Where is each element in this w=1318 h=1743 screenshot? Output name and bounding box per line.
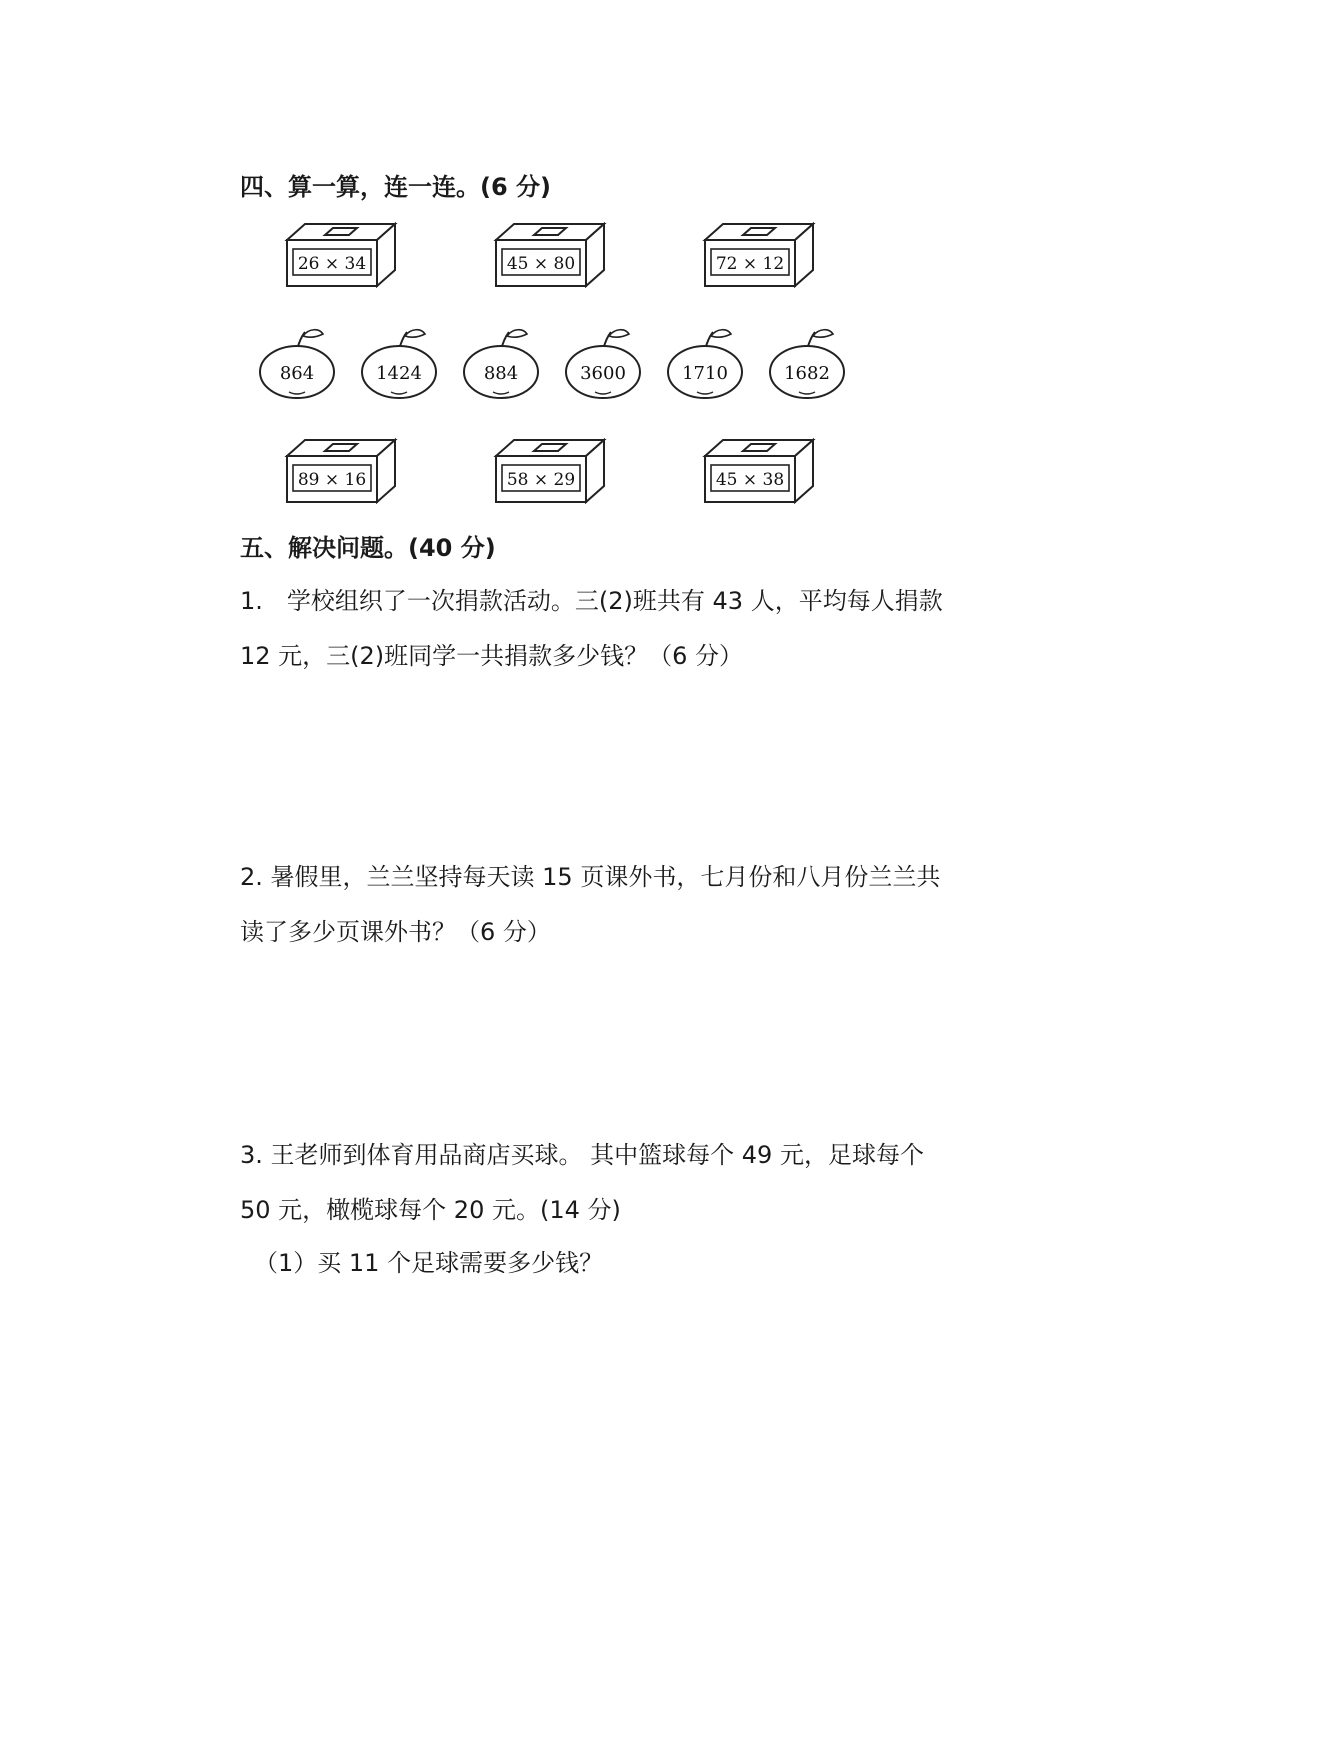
apple-1	[260, 330, 334, 398]
question-3-sub-1: （1）买 11 个足球需要多少钱？	[254, 1249, 604, 1277]
question-3-line-1: 3. 王老师到体育用品商店买球。 其中篮球每个 49 元，足球每个	[240, 1141, 924, 1169]
box-expression: 26 × 34	[297, 254, 367, 274]
apple-6	[770, 330, 844, 398]
box-top-3	[705, 224, 813, 286]
apple-4	[566, 330, 640, 398]
question-1-line-1: 1. 学校组织了一次捐款活动。三(2)班共有 43 人，平均每人捐款	[240, 587, 943, 615]
box-expression: 72 × 12	[715, 254, 785, 274]
box-expression: 89 × 16	[297, 470, 367, 490]
box-top-2	[496, 224, 604, 286]
apple-value: 884	[483, 363, 519, 384]
question-2-line-1: 2. 暑假里，兰兰坚持每天读 15 页课外书，七月份和八月份兰兰共	[240, 863, 941, 891]
apple-2	[362, 330, 436, 398]
matching-figure	[0, 0, 1318, 520]
apple-value: 3600	[580, 363, 626, 384]
question-3-line-2: 50 元，橄榄球每个 20 元。(14 分)	[240, 1196, 621, 1224]
question-1-line-2: 12 元，三(2)班同学一共捐款多少钱？（6 分）	[240, 642, 744, 670]
apple-value: 1710	[682, 363, 728, 384]
box-top-1	[287, 224, 395, 286]
apple-value: 1682	[784, 363, 830, 384]
apple-5	[668, 330, 742, 398]
section-4-title: 四、算一算，连一连。(6 分)	[240, 173, 551, 201]
box-expression: 58 × 29	[506, 470, 576, 490]
box-bottom-2	[496, 440, 604, 502]
apple-value: 1424	[376, 363, 422, 384]
box-bottom-1	[287, 440, 395, 502]
box-bottom-3	[705, 440, 813, 502]
question-2-line-2: 读了多少页课外书？（6 分）	[240, 918, 551, 946]
box-expression: 45 × 80	[506, 254, 576, 274]
box-expression: 45 × 38	[715, 470, 785, 490]
section-5-title: 五、解决问题。(40 分)	[240, 534, 496, 562]
apple-3	[464, 330, 538, 398]
apple-value: 864	[279, 363, 315, 384]
